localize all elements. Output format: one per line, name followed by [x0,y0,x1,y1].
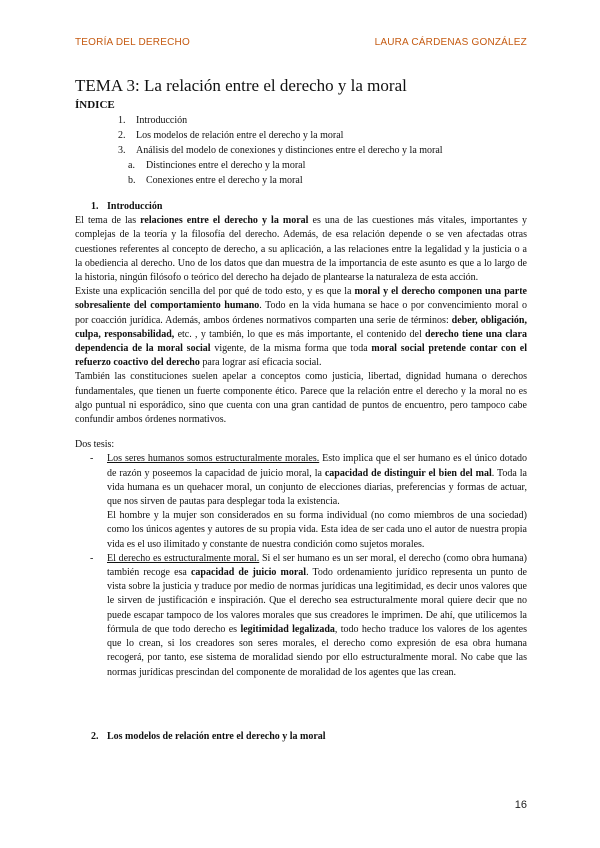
section-1-heading: 1. Introducción [91,201,163,212]
bullet-dash: - [90,552,94,564]
thesis-1-paragraph-2: El hombre y la mujer son considerados en su forma individual (no como miembros de una sociedad) como los únicos agentes y autores de su propia vida. Esta idea de ser cada uno el autor de nuestra propia vida es el uso ilimitado y constante de nuestra condición como sujetos morales. [107,510,527,550]
theses-intro: Dos tesis: [75,439,115,451]
header-course-title: TEORÍA DEL DERECHO [75,37,190,48]
index-subitem-a: a. Distinciones entre el derecho y la moral [128,160,306,171]
page-title: TEMA 3: La relación entre el derecho y la moral [75,76,407,95]
paragraph-2: Existe una explicación sencilla del por qué de todo esto, y es que la moral y el derecho componen una parte sobresaliente del comportamiento humano. Todo en la vida humana se hace o por convencimiento moral o por coacción jurídica. Además, ambos órdenes normativos comparten una serie de términos: deber, obligación, culpa, responsabilidad, etc. , y también, lo que es más importante, el contenido del derecho tiene una clara dependencia de la moral social vigente, de la misma forma que toda moral social pretende contar con el refuerzo coactivo del derecho para lograr así eficacia social. [75,286,528,369]
bullet-dash: - [90,453,94,465]
index-subitem-b: b. Conexiones entre el derecho y la moral [128,175,303,186]
page-number: 16 [514,799,527,811]
header-author: LAURA CÁRDENAS GONZÁLEZ [374,37,527,48]
paragraph-1: El tema de las relaciones entre el derecho y la moral es una de las cuestiones más vitales, importantes y complejas de la teoría y la filosofía del derecho. Además, de esa relación depende o se ven afectadas otras cuestiones referentes al concepto de derecho, a su aplicación, a las relaciones entre la legalidad y la justicia o a la obediencia al derecho. Uno de los datos que dan muestra de la importancia de este asunto es que a lo largo de la historia, ningún filósofo o teórico del derecho ha dejado de plantearse la naturaleza de esta acción. [75,215,527,284]
index-item-2: 2. Los modelos de relación entre el derecho y la moral [118,130,344,141]
body-text [75,200,527,680]
index-item-1: 1. Introducción [118,115,188,126]
thesis-1: - Los seres humanos somos estructuralmente morales. Esto implica que el ser humano es el único dotado de razón y poseemos la capacidad de juicio moral, la capacidad de distinguir el bien del mal. Toda la vida humana es un quehacer moral, un conjunto de elecciones diarias, preferencias y formas de actuar, que nos sirven de pautas para desplegar toda la existencia. El hombre y la mujer son considerados en su forma individual (no como miembros de una sociedad) como los únicos agentes y autores de su propia vida. Esta idea de ser cada uno el autor de nuestra propia vida es el uso ilimitado y constante de nuestra condición como sujetos morales. [75,452,527,551]
thesis-2: - El derecho es estructuralmente moral. Si el ser humano es un ser moral, el derecho (como obra humana) también recoge esa capacidad de juicio moral. Todo ordenamiento jurídico representa un punto de vista sobre la justicia y traduce por medio de normas jurídicas una legitimidad, es decir unos valores que le sirven de justificación e inspiración. Que el derecho sea estructuralmente moral quiere decir que no puede escapar tampoco de los valores morales que sus creadores le imprimen. De ahí, que utilicemos la fórmula de que todo derecho es legitimidad legalizada, todo hecho traduce los valores de los agentes que lo crean, si los creadores son seres morales, el derecho como expresión de esa obra humana recogerá, por tanto, ese sistema de moralidad siendo por ello estructuralmente moral. No cabe que las normas jurídicas prescindan del componente de moralidad de los agentes que las crean. [90,552,527,678]
index-item-3: 3. Análisis del modelo de conexiones y distinciones entre el derecho y la moral [118,145,443,156]
index-heading: ÍNDICE [75,99,115,111]
section-2-heading: 2. Los modelos de relación entre el derecho y la moral [91,731,326,742]
paragraph-3: También las constituciones suelen apelar a conceptos como justicia, libertad, dignidad humana o derechos fundamentales, que tienen un fuerte componente ético. Parece que la relación entre el derecho y la moral no es algo puntual ni esporádico, sino que cuenta con una gran cantidad de puntos de encuentro, pero tampoco cabe confundir ambos órdenes normativos. [75,371,527,426]
